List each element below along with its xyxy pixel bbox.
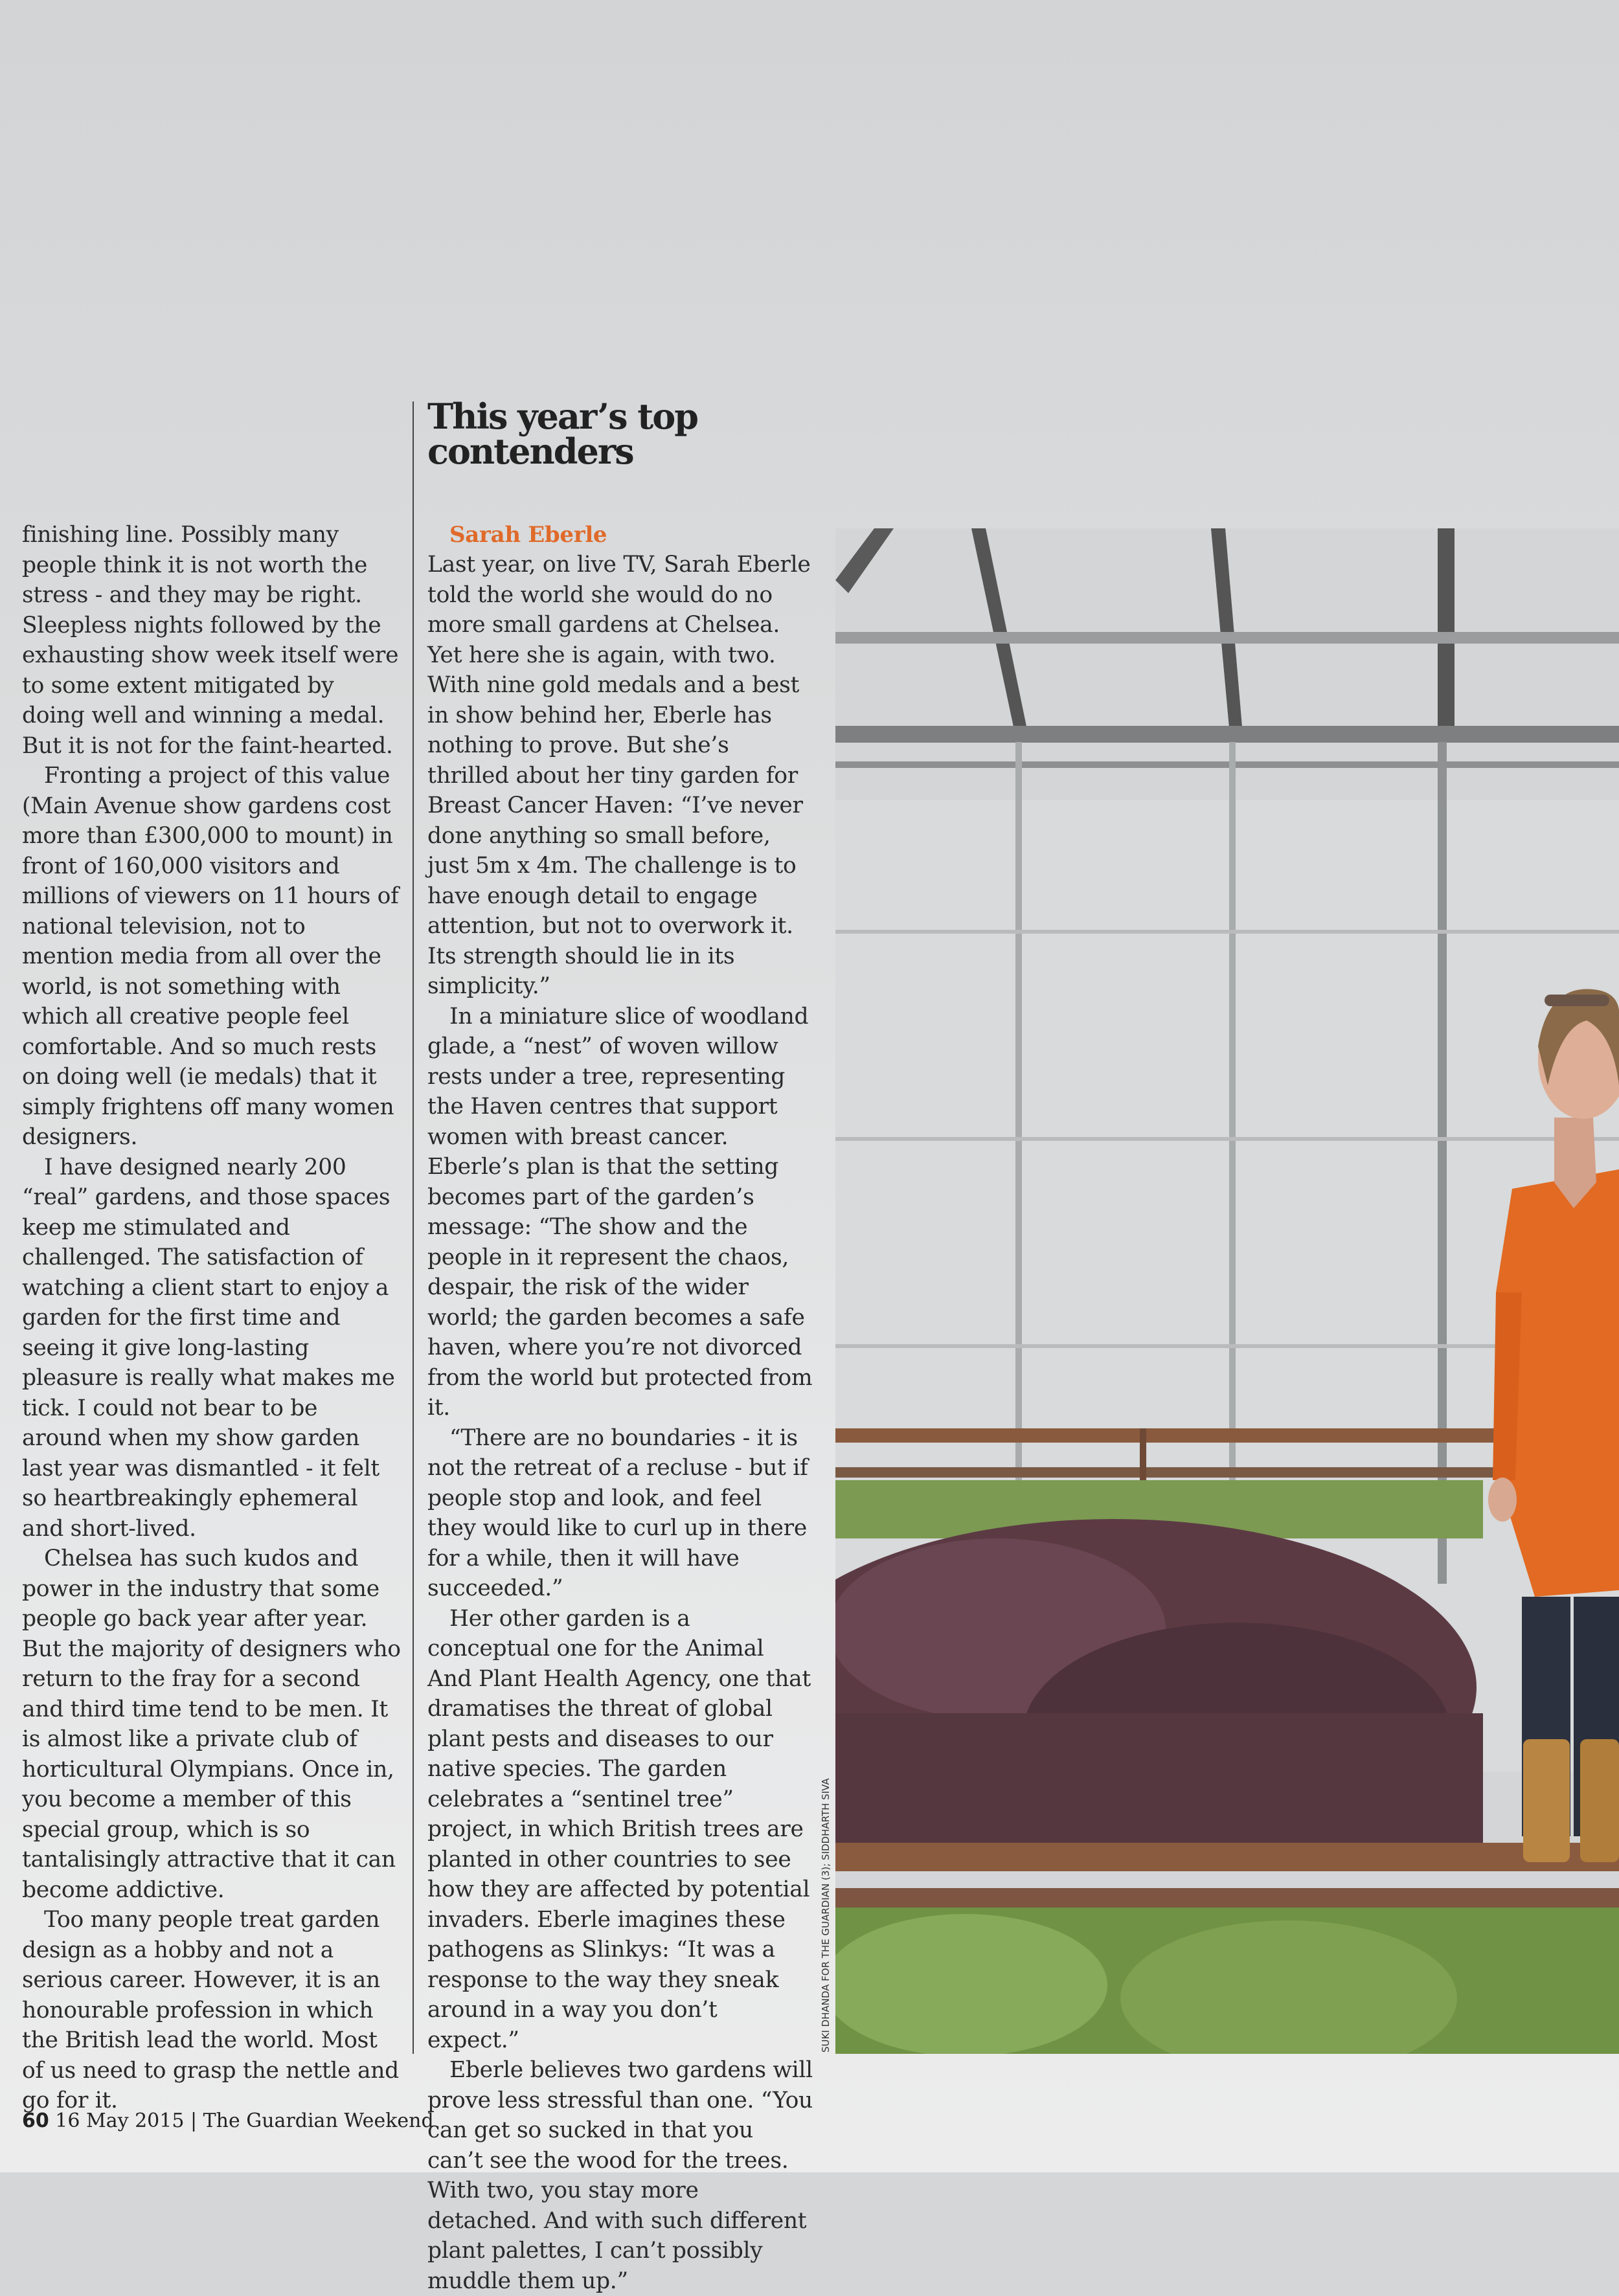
body-paragraph: In a miniature slice of woodland glade, a “nest” of woven willow rests under a tree, representing the Haven centres that support women with breast cancer. Eberle’s plan is that the setting becomes part of the garden’s message: “The show and the people in it represent the chaos, despair, the risk of the wider world; the garden becomes a safe haven, where you’re not divorced from the world but protected from it. (427, 1003, 813, 1421)
left-text-column (22, 520, 403, 2116)
publication-date: 16 May 2015 | The Guardian Weekend (55, 2110, 434, 2132)
body-paragraph: Her other garden is a conceptual one for the Animal And Plant Health Agency, one that dramatises the threat of global plant pests and diseases to our native species. The garden celebrates a “sentinel tree” project, in which British trees are planted in other countries to see how they are affected by potential invaders. Eberle imagines these pathogens as Slinkys: “It was a response to the way they sneak around in a way you don’t expect.” (427, 1605, 811, 2053)
body-paragraph: Chelsea has such kudos and power in the industry that some people go back year after year. But the majority of designers who return to the fray for a second and third time tend to be men. It is almost like a private club of horticultural Olympians. Once in, you become a member of this special group, which is so tantalisingly attractive that it can become addictive. (22, 1546, 401, 1903)
body-paragraph: I have designed nearly 200 “real” gardens, and those spaces keep me stimulated and challenged. The satisfaction of watching a client start to enjoy a garden for the first time and seeing it give long-lasting pleasure is really what makes me tick. I could not bear to be around when my show garden last year was dismantled - it felt so heartbreakingly ephemeral and short-lived. (22, 1154, 395, 1542)
body-paragraph: Too many people treat garden design as a hobby and not a serious career. However, it is an honourable profession in which the British lead the world. Most of us need to grasp the nettle and go for it. (22, 1907, 399, 2113)
greenhouse-portrait-photo (835, 528, 1619, 2054)
body-paragraph: Eberle believes two gardens will prove less stressful than one. “You can get so sucked in that you can’t see the wood for the trees. With two, you stay more detached. And with such different plant palettes, I can’t possibly muddle them up.” (427, 2057, 813, 2294)
body-paragraph: Last year, on live TV, Sarah Eberle told the world she would do no more small gardens at Chelsea. Yet here she is again, with two. With nine gold medals and a best in show behind her, Eberle has nothing to prove. But she’s thrilled about her tiny garden for Breast Cancer Haven: “I’ve never done anything so small before, just 5m x 4m. The challenge is to have enough detail to engage attention, but not to overwork it. Its strength should lie in its simplicity.” (427, 552, 811, 999)
section-headline: This year’s top contenders (427, 396, 698, 472)
designer-name-byline: Sarah Eberle (449, 522, 607, 548)
photo-credit: SUKI DHANDA FOR THE GUARDIAN (3); SIDDHARTH SIVA (820, 1778, 832, 2053)
column-divider (413, 401, 414, 2054)
body-paragraph: Fronting a project of this value (Main Avenue show gardens cost more than £300,000 to mount) in front of 160,000 visitors and millions of viewers on 11 hours of national television, not to mention media from all over the world, is not something with which all creative people feel comfortable. And so much rests on doing well (ie medals) that it simply frightens off many women designers. (22, 763, 399, 1150)
body-paragraph: finishing line. Possibly many people think it is not worth the stress - and they may be right. Sleepless nights followed by the exhausting show week itself were to some extent mitigated by doing well and winning a medal. But it is not for the faint-hearted. (22, 522, 399, 759)
greenhouse-illustration (835, 528, 1619, 2054)
page-number: 60 (22, 2110, 49, 2132)
middle-text-column (427, 520, 813, 2296)
body-paragraph: “There are no boundaries - it is not the retreat of a recluse - but if people stop and look, and feel they would like to curl up in there for a while, then it will have succeeded.” (427, 1424, 808, 1601)
page-footer (22, 2110, 434, 2132)
